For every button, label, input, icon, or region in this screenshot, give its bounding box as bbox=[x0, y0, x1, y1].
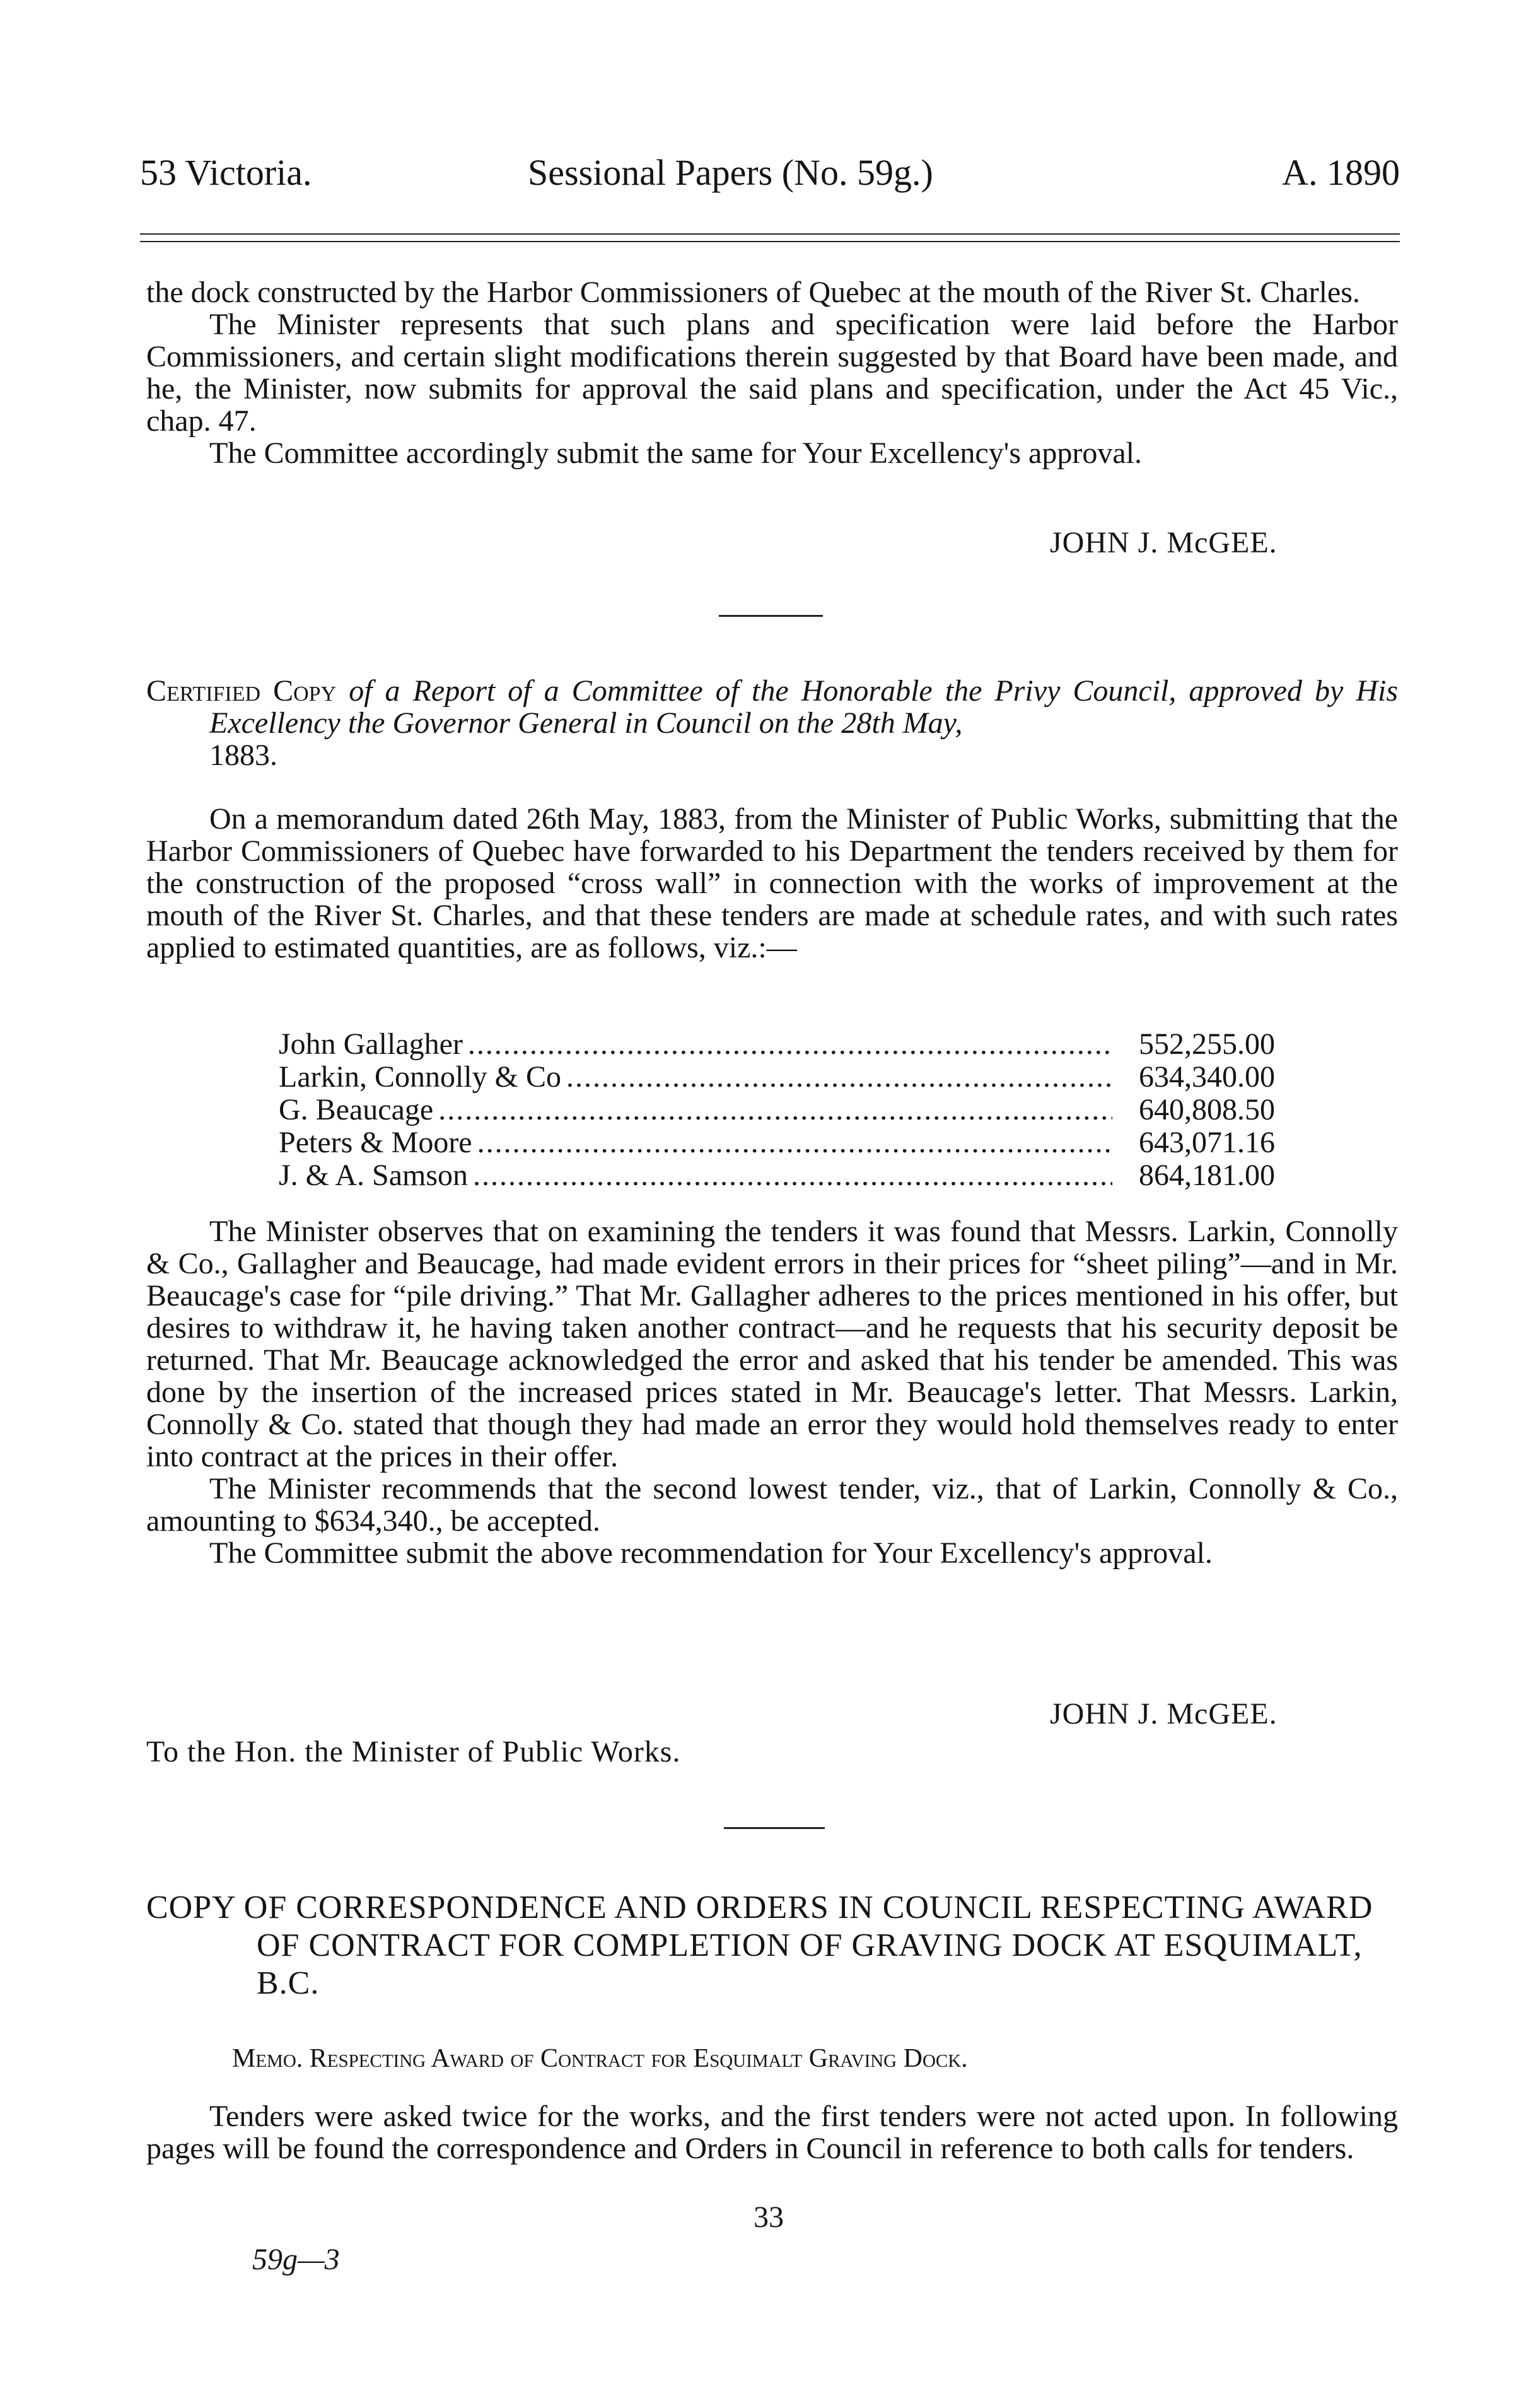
continuation-paragraph: the dock constructed by the Harbor Commissioners of Quebec at the mouth of the River St. Charles. bbox=[146, 276, 1360, 309]
section-divider-1 bbox=[719, 615, 823, 617]
correspondence-heading-text: COPY OF CORRESPONDENCE AND ORDERS IN COUNCIL RESPECTING AWARD OF CONTRACT FOR COMPLETION OF GRAVING DOCK AT ESQUIMALT, B.C. bbox=[146, 1890, 1373, 2001]
section-1-text bbox=[146, 276, 1398, 469]
certified-copy-year: 1883. bbox=[209, 739, 277, 772]
memorandum-paragraph: On a memorandum dated 26th May, 1883, from the Minister of Public Works, submitting that the Harbor Commissioners of Quebec have forwarded to his Department the tenders received by them for the construction of the proposed “cross wall” in connection with the works of improvement at the mouth of the River St. Charles, and that these tenders are made at schedule rates, and with such rates applied to estimated quantities, are as follows, viz.:— bbox=[146, 802, 1398, 964]
page-number: 33 bbox=[754, 2201, 784, 2234]
signature-2: JOHN J. McGEE. bbox=[1050, 1697, 1278, 1731]
leader-dots bbox=[468, 1028, 1112, 1061]
tender-name: Larkin, Connolly & Co bbox=[279, 1060, 561, 1094]
correspondence-heading bbox=[146, 1889, 1398, 2002]
tender-row bbox=[279, 1061, 1275, 1094]
minister-paragraph: The Minister represents that such plans and specification were laid before the Harbor Commissioners, and certain slight modifications therein suggested by that Board have been made, and he, the Minister, now submits for approval the said plans and specification, under the Act 45 Vic., chap. 47. bbox=[146, 308, 1398, 438]
leader-dots bbox=[477, 1126, 1112, 1159]
running-header bbox=[140, 151, 1400, 202]
certified-copy-title bbox=[146, 675, 1398, 771]
section-3-text bbox=[146, 2100, 1398, 2165]
tender-name: John Gallagher bbox=[279, 1027, 463, 1061]
header-year: A. 1890 bbox=[1282, 152, 1400, 193]
header-volume: 53 Victoria. bbox=[140, 152, 312, 193]
header-title: Sessional Papers (No. 59g.) bbox=[528, 152, 933, 193]
tender-name: J. & A. Samson bbox=[279, 1159, 469, 1192]
recommendation-paragraph: The Minister recommends that the second lowest tender, viz., that of Larkin, Connolly & Co., amounting to $634,340., be accepted. bbox=[146, 1472, 1398, 1538]
tender-amount: 640,808.50 bbox=[1139, 1093, 1275, 1126]
leader-dots bbox=[473, 1159, 1112, 1192]
errors-paragraph: The Minister observes that on examining the tenders it was found that Messrs. Larkin, Connolly & Co., Gallagher and Beaucage, had made evident errors in their prices for “sheet piling”—and in Mr. Beaucage's case for “pile driving.” That Mr. Gallagher adheres to the prices mentioned in his offer, but desires to withdraw it, he having taken another contract—and he requests that his security deposit be returned. That Mr. Beaucage acknowledged the error and asked that his tender be amended. This was done by the insertion of the increased prices stated in Mr. Beaucage's letter. That Messrs. Larkin, Connolly & Co. stated that though they had made an error they would hold themselves ready to enter into contract at the prices in their offer. bbox=[146, 1215, 1398, 1473]
tender-list bbox=[279, 1028, 1275, 1192]
tender-amount: 643,071.16 bbox=[1139, 1126, 1275, 1159]
addressee-line: To the Hon. the Minister of Public Works. bbox=[146, 1735, 681, 1768]
tender-row bbox=[279, 1028, 1275, 1061]
tender-row bbox=[279, 1094, 1275, 1126]
certified-copy-prefix: Certified Copy bbox=[146, 674, 337, 708]
tender-name: G. Beaucage bbox=[279, 1093, 434, 1126]
leader-dots bbox=[566, 1061, 1112, 1094]
tender-row bbox=[279, 1126, 1275, 1159]
tender-row bbox=[279, 1159, 1275, 1192]
tender-amount: 552,255.00 bbox=[1139, 1027, 1275, 1061]
tenders-paragraph: Tenders were asked twice for the works, and the first tenders were not acted upon. In following pages will be found the correspondence and Orders in Council in reference to both calls for tenders. bbox=[146, 2100, 1398, 2165]
certified-copy-heading bbox=[146, 675, 1398, 771]
tender-amount: 634,340.00 bbox=[1139, 1060, 1275, 1094]
memo-heading: Memo. Respecting Award of Contract for Esquimalt Graving Dock. bbox=[232, 2044, 968, 2073]
tender-name: Peters & Moore bbox=[279, 1126, 472, 1159]
section-2-intro bbox=[146, 803, 1398, 964]
section-divider-2 bbox=[724, 1827, 825, 1829]
committee-paragraph: The Committee accordingly submit the same for Your Excellency's approval. bbox=[209, 436, 1142, 470]
signature-1: JOHN J. McGEE. bbox=[1050, 526, 1278, 559]
committee-submit-paragraph: The Committee submit the above recommendation for Your Excellency's approval. bbox=[209, 1536, 1213, 1570]
signature-mark: 59g—3 bbox=[252, 2243, 340, 2276]
header-double-rule bbox=[140, 233, 1400, 242]
tender-amount: 864,181.00 bbox=[1139, 1159, 1275, 1192]
section-2-body bbox=[146, 1215, 1398, 1569]
certified-copy-description: of a Report of a Committee of the Honorable the Privy Council, approved by His Excellency the Governor General in Council on the 28th May, bbox=[209, 674, 1398, 740]
leader-dots bbox=[438, 1094, 1112, 1126]
